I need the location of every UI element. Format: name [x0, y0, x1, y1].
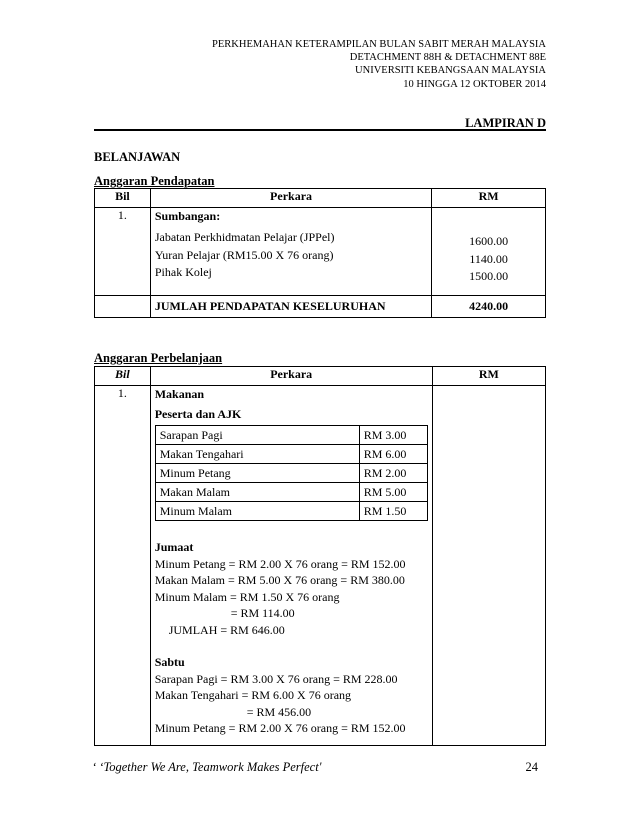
jumaat-title: Jumaat: [154, 540, 194, 554]
meal-name: Minum Petang: [155, 464, 359, 483]
income-heading: Anggaran Pendapatan: [94, 174, 215, 188]
meal-name: Minum Malam: [155, 502, 359, 521]
page-title: BELANJAWAN: [94, 150, 181, 164]
income-row-perkara: [150, 208, 431, 296]
meal-price: RM 2.00: [359, 464, 427, 483]
header-divider: [94, 129, 546, 131]
meal-name: Makan Malam: [155, 483, 359, 502]
jumaat-total: JUMLAH = RM 646.00: [168, 622, 285, 637]
sabtu-line-3: = RM 456.00: [246, 704, 312, 719]
income-col-rm: RM: [432, 189, 546, 208]
meal-price: RM 1.50: [359, 502, 427, 521]
appendix-label: LAMPIRAN D: [465, 116, 546, 130]
income-table: [94, 188, 546, 318]
income-row: [95, 208, 546, 296]
expense-header-row: [95, 367, 546, 386]
jumaat-line-1: Minum Petang = RM 2.00 X 76 orang = RM 152.00: [154, 556, 406, 571]
income-rm-1: 1600.00: [469, 234, 509, 248]
jumaat-line-4: = RM 114.00: [230, 606, 295, 620]
income-header-row: [95, 189, 546, 208]
expense-row-title: Makanan: [154, 387, 205, 401]
expense-row-bil: 1.: [95, 386, 151, 746]
expense-row-perkara: [150, 386, 432, 746]
income-total-label: JUMLAH PENDAPATAN KESELURUHAN: [150, 296, 431, 318]
income-row-bil: 1.: [95, 208, 151, 296]
footer-motto: ‘ ‘Together We Are, Teamwork Makes Perfect': [92, 760, 322, 774]
header-line-3: UNIVERSITI KEBANGSAAN MALAYSIA: [355, 65, 546, 77]
meal-row: [155, 426, 427, 445]
sabtu-line-1: Sarapan Pagi = RM 3.00 X 76 orang = RM 228.00: [154, 671, 398, 686]
document-header: [212, 38, 546, 91]
page-number: 24: [525, 760, 538, 774]
jumaat-line-2: Makan Malam = RM 5.00 X 76 orang = RM 380.00: [154, 573, 405, 587]
income-row-rm: [432, 208, 546, 296]
income-total-rm: 4240.00: [432, 296, 546, 318]
income-row-title: Sumbangan:: [154, 209, 221, 223]
sabtu-line-4: Minum Petang = RM 2.00 X 76 orang = RM 152.00: [154, 721, 406, 735]
expense-col-rm: RM: [432, 367, 545, 386]
expense-row-rm: [432, 386, 545, 746]
income-item-1: Jabatan Perkhidmatan Pelajar (JPPel): [154, 230, 335, 244]
meal-row: [155, 483, 427, 502]
income-item-3: Pihak Kolej: [154, 265, 212, 279]
meal-row: [155, 464, 427, 483]
meal-row: [155, 445, 427, 464]
income-total-row: [95, 296, 546, 318]
meal-price: RM 6.00: [359, 445, 427, 464]
income-item-2: Yuran Pelajar (RM15.00 X 76 orang): [154, 247, 334, 262]
jumaat-line-3: Minum Malam = RM 1.50 X 76 orang: [154, 589, 340, 604]
meal-price: RM 5.00: [359, 483, 427, 502]
expense-col-perkara: Perkara: [150, 367, 432, 386]
meal-price-table: [155, 425, 428, 521]
expense-subtitle: Peserta dan AJK: [154, 407, 242, 421]
income-rm-2: 1140.00: [469, 251, 508, 266]
expense-heading: Anggaran Perbelanjaan: [94, 351, 223, 365]
expense-row: [95, 386, 546, 746]
income-col-bil: Bil: [95, 189, 151, 208]
sabtu-title: Sabtu: [154, 655, 185, 669]
income-col-perkara: Perkara: [150, 189, 431, 208]
header-line-4: 10 HINGGA 12 OKTOBER 2014: [403, 78, 546, 90]
sabtu-line-2: Makan Tengahari = RM 6.00 X 76 orang: [154, 688, 352, 702]
income-total-bil: [95, 296, 151, 318]
meal-row: [155, 502, 427, 521]
expense-table: [94, 366, 546, 746]
meal-name: Makan Tengahari: [155, 445, 359, 464]
meal-price: RM 3.00: [359, 426, 427, 445]
header-line-1: PERKHEMAHAN KETERAMPILAN BULAN SABIT MERAH MALAYSIA: [212, 39, 546, 50]
meal-name: Sarapan Pagi: [155, 426, 359, 445]
header-line-2: DETACHMENT 88H & DETACHMENT 88E: [349, 52, 546, 64]
expense-col-bil: Bil: [95, 367, 151, 386]
income-rm-3: 1500.00: [469, 269, 509, 283]
